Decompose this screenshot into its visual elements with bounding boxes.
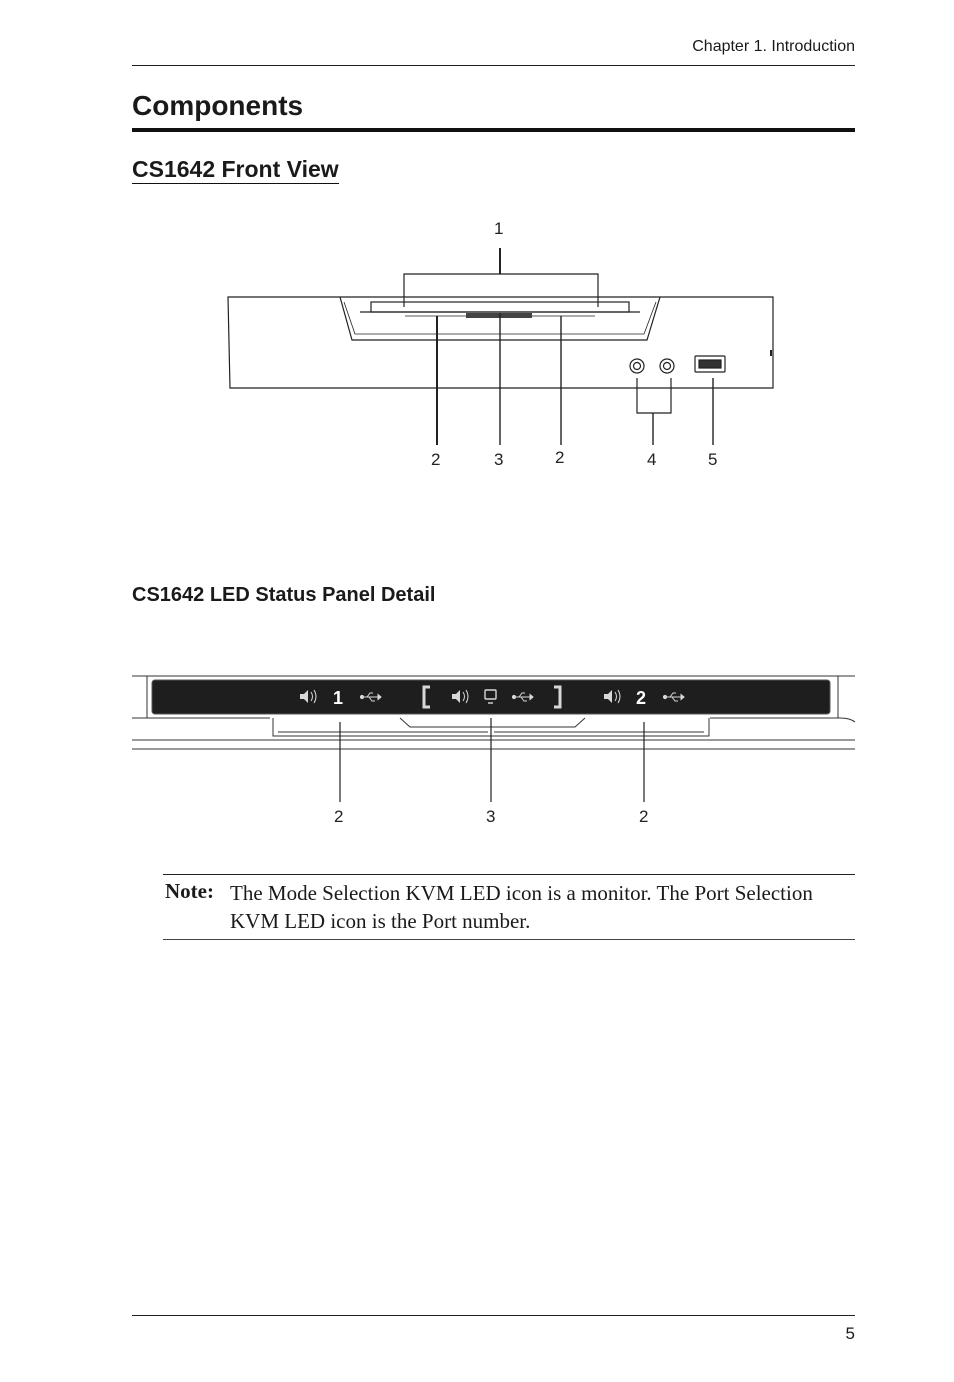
note-box (163, 874, 855, 940)
port-2-number: 2 (636, 688, 647, 708)
led-callout-2-right: 2 (639, 807, 649, 826)
footer-divider (132, 1315, 855, 1316)
front-view-heading: CS1642 Front View (132, 156, 339, 182)
port-1-number: 1 (333, 688, 344, 708)
note-label: Note: (165, 879, 214, 903)
led-callout-2-left: 2 (334, 807, 344, 826)
callout-2-right: 2 (555, 448, 565, 467)
led-callout-3: 3 (486, 807, 496, 826)
page-number: 5 (845, 1324, 855, 1343)
callout-4: 4 (647, 450, 657, 469)
led-panel-heading: CS1642 LED Status Panel Detail (132, 584, 436, 606)
callout-5: 5 (708, 450, 718, 469)
callout-1: 1 (494, 219, 504, 238)
chapter-header: Chapter 1. Introduction (692, 38, 855, 55)
note-text: The Mode Selection KVM LED icon is a monitor. The Port Selection KVM LED icon is the Port number. (230, 881, 813, 933)
callout-2-left: 2 (431, 450, 441, 469)
section-title: Components (132, 90, 304, 121)
callout-3: 3 (494, 450, 504, 469)
